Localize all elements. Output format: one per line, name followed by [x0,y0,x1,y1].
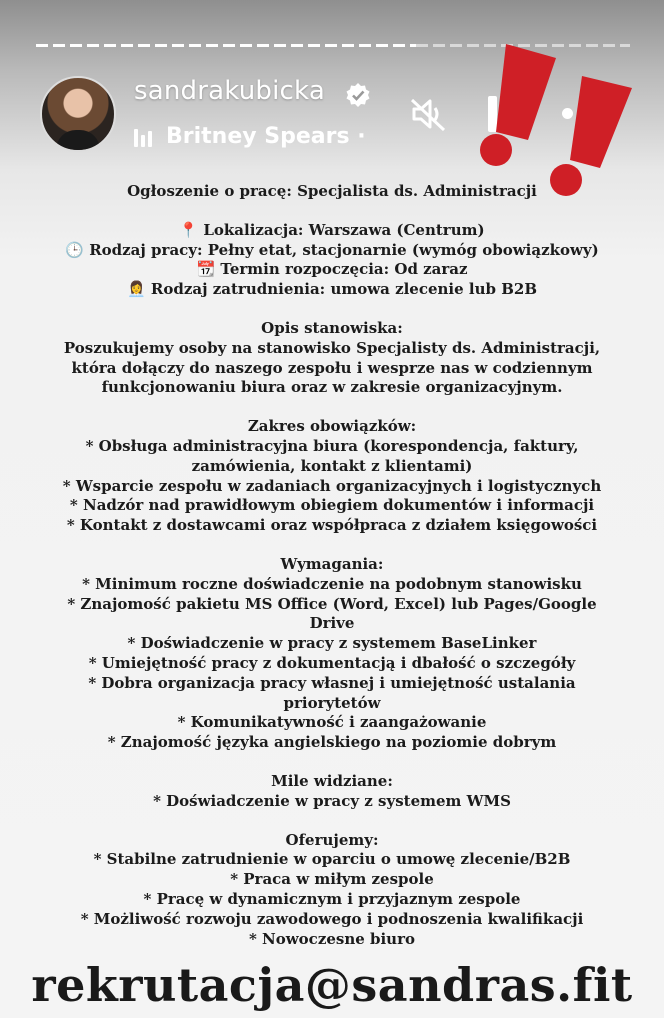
requirement-item: * Znajomość pakietu MS Office (Word, Excel) lub Pages/Google [67,594,597,613]
duty-item: * Wsparcie zespołu w zadaniach organizacyjnych i logistycznych [62,476,602,495]
duty-item: * Kontakt z dostawcami oraz współpraca z działem księgowości [66,516,598,535]
description-line: która dołączy do naszego zespołu i wesprze nas w codziennym [71,358,593,377]
progress-elapsed [36,44,416,47]
duty-item: * Nadzór nad prawidłowym obiegiem dokumentów i informacji [69,496,595,515]
requirement-item: * Komunikatywność i zaangażowanie [177,713,487,732]
requirement-item: * Umiejętność pracy z dokumentacją i dbałość o szczegóły [88,653,576,672]
music-bars-icon [134,127,156,147]
description-line: funkcjonowaniu biura oraz w zakresie organizacyjnym. [101,378,563,397]
calendar-icon: 📆 [196,260,216,279]
offer-item: * Nowoczesne biuro [248,929,415,948]
detail-contract: 👩‍💼 Rodzaj zatrudnienia: umowa zlecenie lub B2B [126,280,537,299]
duty-item: * Obsługa administracyjna biura (korespondencja, faktury, [85,436,579,455]
requirement-item: * Znajomość języka angielskiego na poziomie dobrym [107,733,557,752]
offer-item: * Praca w miłym zespole [230,870,434,889]
story-progress-bar [36,44,630,47]
offer-heading: Oferujemy: [285,830,379,849]
person-desk-icon: 👩‍💼 [126,280,146,299]
avatar[interactable] [40,76,116,152]
duty-item: zamówienia, kontakt z klientami) [191,456,473,475]
verified-badge-icon [345,82,371,108]
detail-work-type: 🕒 Rodzaj pracy: Pełny etat, stacjonarnie (wymóg obowiązkowy) [65,240,599,259]
job-posting [20,182,644,949]
description-line: Poszukujemy osoby na stanowisko Specjalisty ds. Administracji, [63,338,601,357]
detail-location: 📍 Lokalizacja: Warszawa (Centrum) [179,220,485,239]
contact-email: rekrutacja@sandras.fit [31,958,633,1012]
offer-item: * Możliwość rozwoju zawodowego i podnoszenia kwalifikacji [80,909,584,928]
more-icon[interactable] [562,108,610,120]
detail-start-date: 📆 Termin rozpoczęcia: Od zaraz [196,260,468,279]
requirement-item: priorytetów [283,693,381,712]
duties-heading: Zakres obowiązków: [247,417,417,436]
pause-icon[interactable] [488,96,518,132]
offer-item: * Pracę w dynamicznym i przyjaznym zespole [143,889,521,908]
description-heading: Opis stanowiska: [261,318,403,337]
pin-icon: 📍 [179,220,199,239]
requirement-item: * Doświadczenie w pracy z systemem BaseLinker [127,634,537,653]
requirements-heading: Wymagania: [280,554,384,573]
music-title: Britney Spears · [166,124,366,149]
posting-title: Ogłoszenie o pracę: Specjalista ds. Administracji [127,182,537,200]
offer-item: * Stabilne zatrudnienie w oparciu o umowę zlecenie/B2B [93,850,571,869]
requirement-item: Drive [309,614,355,633]
nice-to-have-heading: Mile widziane: [271,771,393,790]
nice-to-have-item: * Doświadczenie w pracy z systemem WMS [153,791,511,810]
requirement-item: * Minimum roczne doświadczenie na podobnym stanowisku [82,574,582,593]
mute-icon[interactable] [408,94,448,134]
progress-remaining [416,44,630,47]
requirement-item: * Dobra organizacja pracy własnej i umiejętność ustalania [88,673,576,692]
username[interactable]: sandrakubicka [134,76,325,106]
music-attribution[interactable] [134,124,366,149]
clock-icon: 🕒 [65,240,84,259]
